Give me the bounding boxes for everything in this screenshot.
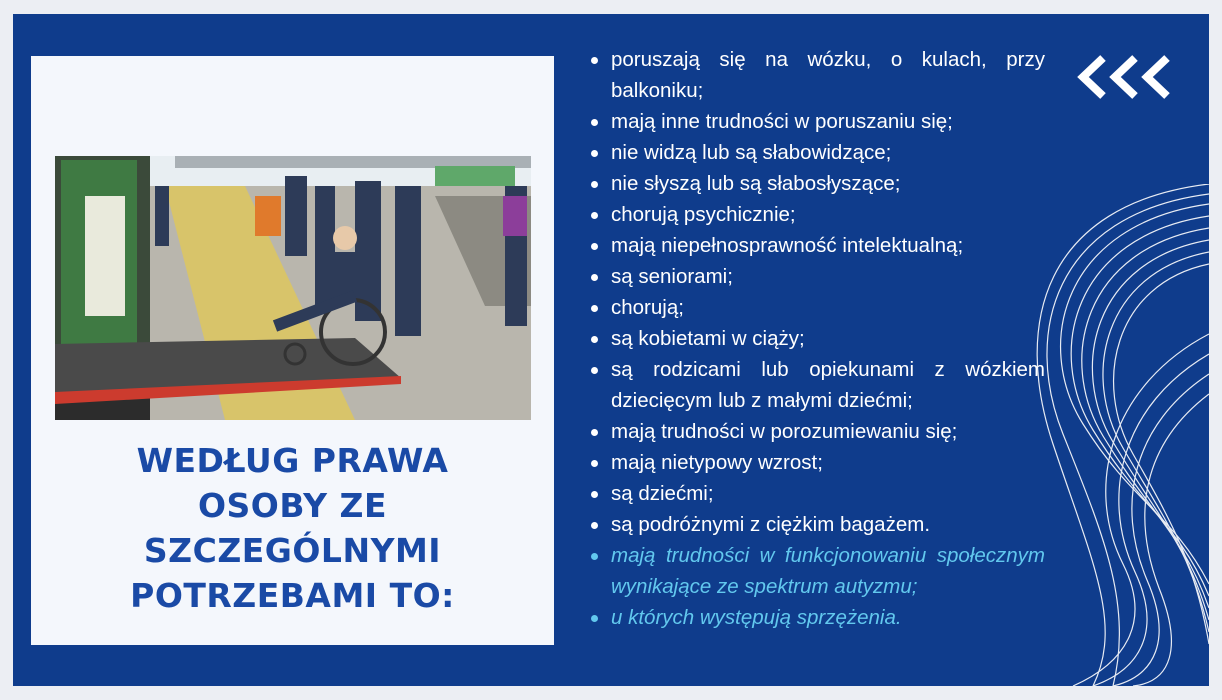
platform-photo xyxy=(55,156,531,420)
list-item: chorują; xyxy=(587,292,1045,323)
left-panel xyxy=(31,56,554,645)
list-item: nie słyszą lub są słabosłyszące; xyxy=(587,168,1045,199)
list-item: chorują psychicznie; xyxy=(587,199,1045,230)
list-item: mają nietypowy wzrost; xyxy=(587,447,1045,478)
list-item: są podróżnymi z ciężkim bagażem. xyxy=(587,509,1045,540)
title-line: POTRZEBAMI TO: xyxy=(130,576,455,615)
list-item: mają trudności w porozumiewaniu się; xyxy=(587,416,1045,447)
accent-list-item: u których występują sprzężenia. xyxy=(587,602,1045,633)
accent-list-item: mają trudności w funkcjonowaniu społecznym wynikające ze spektrum autyzmu; xyxy=(587,540,1045,602)
title-line: WEDŁUG PRAWA xyxy=(136,441,449,480)
slide xyxy=(13,14,1209,686)
wave-lines-decoration xyxy=(1023,184,1209,686)
list-item: są dziećmi; xyxy=(587,478,1045,509)
list-item: mają inne trudności w poruszaniu się; xyxy=(587,106,1045,137)
triple-chevron-left-icon xyxy=(1075,54,1179,105)
list-item: są seniorami; xyxy=(587,261,1045,292)
title-line: SZCZEGÓLNYMI xyxy=(143,531,442,570)
criteria-list xyxy=(587,44,1045,633)
list-item: nie widzą lub są słabowidzące; xyxy=(587,137,1045,168)
list-item: są kobietami w ciąży; xyxy=(587,323,1045,354)
list-item: są rodzicami lub opiekunami z wózkiem dziecięcym lub z małymi dziećmi; xyxy=(587,354,1045,416)
list-item: mają niepełnosprawność intelektualną; xyxy=(587,230,1045,261)
page-title xyxy=(31,438,554,618)
list-item: poruszają się na wózku, o kulach, przy balkoniku; xyxy=(587,44,1045,106)
title-line: OSOBY ZE xyxy=(197,486,388,525)
